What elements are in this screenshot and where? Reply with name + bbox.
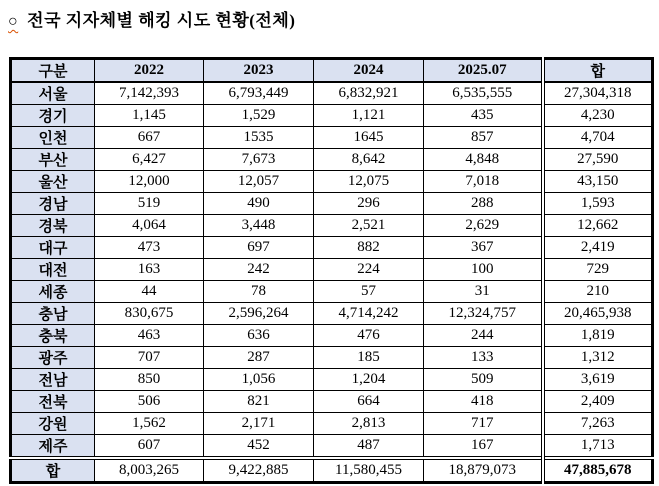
column-header-2022: 2022 xyxy=(95,59,204,83)
data-cell: 418 xyxy=(424,391,543,413)
data-cell: 850 xyxy=(95,369,204,391)
data-cell: 1,713 xyxy=(543,435,653,459)
data-cell: 1,145 xyxy=(95,105,204,127)
data-cell: 607 xyxy=(95,435,204,459)
table-row xyxy=(11,193,653,215)
data-cell: 4,230 xyxy=(543,105,653,127)
data-cell: 6,535,555 xyxy=(424,82,543,105)
table-row xyxy=(11,259,653,281)
data-cell: 31 xyxy=(424,281,543,303)
row-label: 부산 xyxy=(11,149,95,171)
data-cell: 463 xyxy=(95,325,204,347)
title-text: 전국 지자체별 해킹 시도 현황(전체) xyxy=(27,11,296,30)
column-header-합: 합 xyxy=(543,59,653,83)
table-header-row xyxy=(11,59,653,83)
row-label: 서울 xyxy=(11,82,95,105)
data-cell: 12,662 xyxy=(543,215,653,237)
table-row xyxy=(11,215,653,237)
data-cell: 210 xyxy=(543,281,653,303)
data-cell: 18,879,073 xyxy=(424,458,543,483)
data-cell: 6,427 xyxy=(95,149,204,171)
row-label: 대구 xyxy=(11,237,95,259)
circle-bullet: ○ xyxy=(8,13,19,30)
table-row xyxy=(11,325,653,347)
data-cell: 6,793,449 xyxy=(204,82,314,105)
row-label: 대전 xyxy=(11,259,95,281)
data-cell: 57 xyxy=(314,281,424,303)
data-cell: 367 xyxy=(424,237,543,259)
row-label: 충남 xyxy=(11,303,95,325)
data-cell: 4,714,242 xyxy=(314,303,424,325)
data-cell: 830,675 xyxy=(95,303,204,325)
data-cell: 7,263 xyxy=(543,413,653,435)
data-cell: 163 xyxy=(95,259,204,281)
data-cell: 1645 xyxy=(314,127,424,149)
data-cell: 4,848 xyxy=(424,149,543,171)
table-row xyxy=(11,303,653,325)
document-title xyxy=(8,6,295,31)
column-header-category: 구분 xyxy=(11,59,95,83)
total-row xyxy=(11,458,653,483)
data-cell: 4,704 xyxy=(543,127,653,149)
row-label: 울산 xyxy=(11,171,95,193)
table-row xyxy=(11,237,653,259)
data-cell: 8,003,265 xyxy=(95,458,204,483)
data-cell: 44 xyxy=(95,281,204,303)
data-cell: 7,142,393 xyxy=(95,82,204,105)
data-cell: 1,056 xyxy=(204,369,314,391)
table-row xyxy=(11,413,653,435)
data-cell: 6,832,921 xyxy=(314,82,424,105)
data-cell: 473 xyxy=(95,237,204,259)
data-cell: 729 xyxy=(543,259,653,281)
data-cell: 27,304,318 xyxy=(543,82,653,105)
data-cell: 12,057 xyxy=(204,171,314,193)
data-cell: 435 xyxy=(424,105,543,127)
data-cell: 636 xyxy=(204,325,314,347)
row-label: 합 xyxy=(11,458,95,483)
data-cell: 3,448 xyxy=(204,215,314,237)
data-cell: 7,673 xyxy=(204,149,314,171)
data-cell: 185 xyxy=(314,347,424,369)
row-label: 전북 xyxy=(11,391,95,413)
data-cell: 2,409 xyxy=(543,391,653,413)
data-cell: 2,629 xyxy=(424,215,543,237)
data-cell: 11,580,455 xyxy=(314,458,424,483)
data-cell: 167 xyxy=(424,435,543,459)
data-cell: 1,529 xyxy=(204,105,314,127)
row-label: 강원 xyxy=(11,413,95,435)
data-cell: 667 xyxy=(95,127,204,149)
hacking-attempts-table xyxy=(9,57,654,484)
table-row xyxy=(11,347,653,369)
row-label: 세종 xyxy=(11,281,95,303)
table-row xyxy=(11,391,653,413)
data-cell: 43,150 xyxy=(543,171,653,193)
data-cell: 821 xyxy=(204,391,314,413)
table-row xyxy=(11,281,653,303)
row-label: 인천 xyxy=(11,127,95,149)
data-cell: 2,521 xyxy=(314,215,424,237)
data-cell: 1,204 xyxy=(314,369,424,391)
data-cell: 1,819 xyxy=(543,325,653,347)
row-label: 경남 xyxy=(11,193,95,215)
data-cell: 9,422,885 xyxy=(204,458,314,483)
data-cell: 2,596,264 xyxy=(204,303,314,325)
data-cell: 8,642 xyxy=(314,149,424,171)
column-header-2023: 2023 xyxy=(204,59,314,83)
table-row xyxy=(11,149,653,171)
table-row xyxy=(11,82,653,105)
data-cell: 707 xyxy=(95,347,204,369)
data-cell: 476 xyxy=(314,325,424,347)
data-cell: 287 xyxy=(204,347,314,369)
data-cell: 27,590 xyxy=(543,149,653,171)
data-cell: 133 xyxy=(424,347,543,369)
data-cell: 2,171 xyxy=(204,413,314,435)
data-cell: 882 xyxy=(314,237,424,259)
data-cell: 717 xyxy=(424,413,543,435)
row-label: 광주 xyxy=(11,347,95,369)
data-cell: 242 xyxy=(204,259,314,281)
data-cell: 1,562 xyxy=(95,413,204,435)
data-cell: 288 xyxy=(424,193,543,215)
data-cell: 244 xyxy=(424,325,543,347)
data-cell: 20,465,938 xyxy=(543,303,653,325)
data-cell: 490 xyxy=(204,193,314,215)
data-cell: 519 xyxy=(95,193,204,215)
data-cell: 12,324,757 xyxy=(424,303,543,325)
data-cell: 452 xyxy=(204,435,314,459)
data-cell: 12,075 xyxy=(314,171,424,193)
row-label: 경기 xyxy=(11,105,95,127)
table-row xyxy=(11,369,653,391)
table-row xyxy=(11,127,653,149)
data-cell: 664 xyxy=(314,391,424,413)
data-cell: 2,419 xyxy=(543,237,653,259)
data-cell: 1,593 xyxy=(543,193,653,215)
data-cell: 224 xyxy=(314,259,424,281)
data-cell: 1,121 xyxy=(314,105,424,127)
data-cell: 487 xyxy=(314,435,424,459)
data-cell: 100 xyxy=(424,259,543,281)
grand-total-cell: 47,885,678 xyxy=(543,458,653,483)
row-label: 충북 xyxy=(11,325,95,347)
row-label: 경북 xyxy=(11,215,95,237)
data-cell: 296 xyxy=(314,193,424,215)
data-cell: 509 xyxy=(424,369,543,391)
column-header-2024: 2024 xyxy=(314,59,424,83)
data-cell: 12,000 xyxy=(95,171,204,193)
column-header-2025.07: 2025.07 xyxy=(424,59,543,83)
data-cell: 4,064 xyxy=(95,215,204,237)
data-cell: 1,312 xyxy=(543,347,653,369)
data-cell: 2,813 xyxy=(314,413,424,435)
data-cell: 3,619 xyxy=(543,369,653,391)
table-row xyxy=(11,435,653,459)
data-cell: 697 xyxy=(204,237,314,259)
data-cell: 7,018 xyxy=(424,171,543,193)
table-row xyxy=(11,105,653,127)
data-cell: 78 xyxy=(204,281,314,303)
data-cell: 506 xyxy=(95,391,204,413)
row-label: 전남 xyxy=(11,369,95,391)
data-cell: 1535 xyxy=(204,127,314,149)
table-row xyxy=(11,171,653,193)
data-cell: 857 xyxy=(424,127,543,149)
row-label: 제주 xyxy=(11,435,95,459)
